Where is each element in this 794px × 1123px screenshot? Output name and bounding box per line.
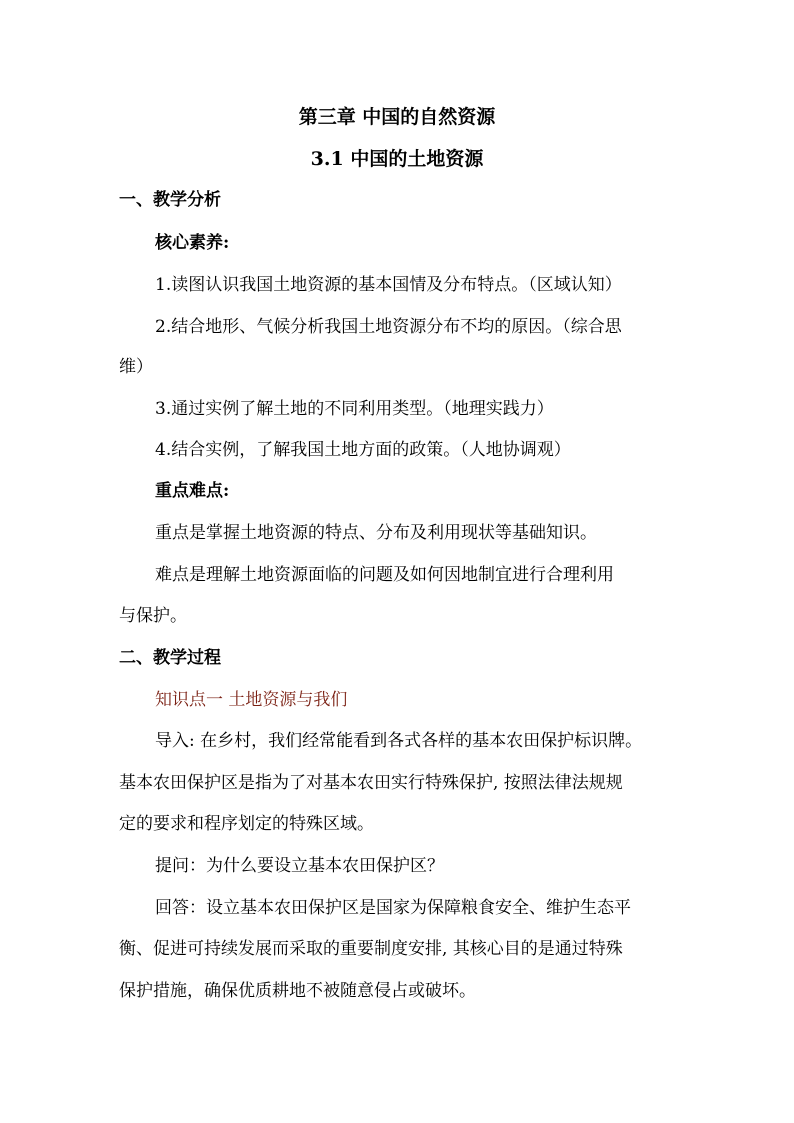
part1-heading: 一、教学分析 xyxy=(119,190,221,210)
difficult-point-line-2: 与保护。 xyxy=(119,606,187,626)
core-literacy-heading: 核心素养: xyxy=(155,233,230,253)
section-title: 3.1 中国的土地资源 xyxy=(310,148,484,170)
difficult-point-line-1: 难点是理解土地资源面临的问题及如何因地制宜进行合理利用 xyxy=(155,565,614,585)
key-difficult-heading: 重点难点: xyxy=(155,481,230,501)
answer-line-1: 回答：设立基本农田保护区是国家为保障粮食安全、维护生态平 xyxy=(155,898,631,918)
intro-line-1: 导入: 在乡村，我们经常能看到各式各样的基本农田保护标识牌。 xyxy=(155,731,643,751)
part2-heading: 二、教学过程 xyxy=(119,648,221,668)
answer-line-2: 衡、促进可持续发展而采取的重要制度安排, 其核心目的是通过特殊 xyxy=(119,939,623,959)
intro-line-3: 定的要求和程序划定的特殊区域。 xyxy=(119,814,374,834)
knowledge-point-title: 知识点一 土地资源与我们 xyxy=(155,690,348,710)
question-line: 提问：为什么要设立基本农田保护区？ xyxy=(155,856,444,876)
core-item-1: 1.读图认识我国土地资源的基本国情及分布特点。（区域认知） xyxy=(155,275,622,295)
answer-line-3: 保护措施，确保优质耕地不被随意侵占或破坏。 xyxy=(119,981,476,1001)
intro-line-2: 基本农田保护区是指为了对基本农田实行特殊保护, 按照法律法规规 xyxy=(119,773,623,793)
core-item-3: 3.通过实例了解土地的不同利用类型。（地理实践力） xyxy=(155,399,554,419)
core-item-2-cont: 维） xyxy=(119,357,153,377)
core-item-2: 2.结合地形、气候分析我国土地资源分布不均的原因。（综合思 xyxy=(155,317,622,337)
key-point: 重点是掌握土地资源的特点、分布及利用现状等基础知识。 xyxy=(155,523,597,543)
chapter-title: 第三章 中国的自然资源 xyxy=(298,106,496,128)
core-item-4: 4.结合实例，了解我国土地方面的政策。（人地协调观） xyxy=(155,440,571,460)
